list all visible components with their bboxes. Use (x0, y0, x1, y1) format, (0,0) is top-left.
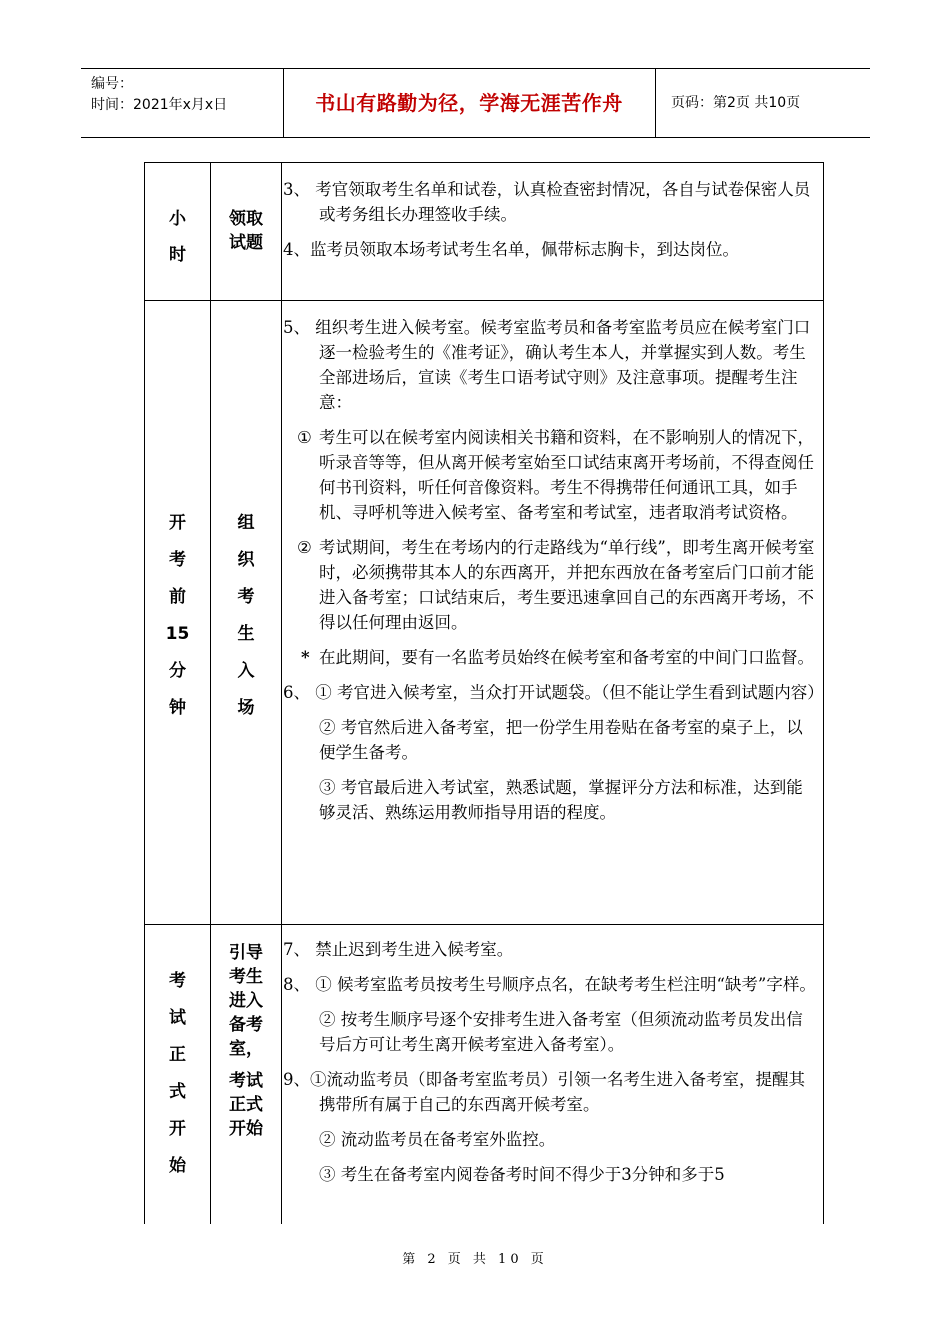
task-char: 生 (237, 624, 255, 644)
phase-cell-2 (145, 505, 210, 727)
note-circle-1 (283, 425, 819, 525)
phase-char: 开 (169, 1119, 186, 1139)
phase-char: 时 (169, 245, 186, 265)
task-cell-receive-papers: 领取试题 (229, 209, 263, 253)
phase-char: 始 (169, 1156, 186, 1176)
phase-cell-1 (145, 201, 210, 273)
header-meta (91, 74, 227, 116)
circle-marker: ② (297, 538, 312, 557)
phase-char: 钟 (169, 698, 186, 718)
row-3-content (283, 937, 819, 1197)
task-char: 织 (237, 550, 255, 570)
item-7: 7、 禁止迟到考生进入候考室。 (283, 940, 514, 959)
task-char: 组 (237, 513, 255, 533)
table-column-divider (281, 163, 282, 1224)
task-char: 入 (237, 661, 255, 681)
task-line: 备考 (229, 1015, 263, 1035)
circle-marker: ① (297, 428, 312, 447)
header-number-label: 编号： (91, 76, 133, 92)
note-text: 在此期间，要有一名监考员始终在候考室和备考室的中间门口监督。 (319, 648, 814, 667)
header-divider (655, 69, 656, 137)
asterisk-marker: * (301, 648, 310, 667)
row-1-content (283, 177, 819, 272)
phase-char: 试 (169, 1008, 186, 1028)
phase-char: 正 (169, 1045, 186, 1065)
phase-char: 15 (165, 624, 190, 644)
header-page-info: 页码：第2页 共10页 (671, 95, 801, 111)
item-6-3: ③ 考官最后进入考试室，熟悉试题，掌握评分方法和标准，达到能够灵活、熟练运用教师指导用语的程度。 (319, 778, 803, 822)
phase-char: 考 (169, 971, 186, 991)
item-8: 8、 ① 候考室监考员按考生号顺序点名，在缺考考生栏注明“缺考”字样。 (283, 975, 816, 994)
note-circle-2 (283, 535, 819, 635)
item-9-2: ② 流动监考员在备考室外监控。 (319, 1130, 556, 1149)
table-row-divider (145, 300, 823, 301)
item-4: 4、监考员领取本场考试考生名单，佩带标志胸卡，到达岗位。 (283, 240, 739, 259)
item-8-2: ② 按考生顺序号逐个安排考生进入备考室（但须流动监考员发出信号后方可让考生离开候考室进入备考室）。 (319, 1010, 803, 1054)
task-char: 场 (237, 698, 255, 718)
note-text: 考试期间，考生在考场内的行走路线为“单行线”，即考生离开候考室时，必须携带其本人的东西离开，并把东西放在备考室后门口前才能进入备考室；口试结束后，考生要迅速拿回自己的东西离开考场，不得以任何理由返回。 (319, 538, 815, 632)
item-3: 3、 考官领取考生名单和试卷，认真检查密封情况，各自与试卷保密人员或考务组长办理签收手续。 (283, 180, 811, 224)
task-line: 进入 (229, 991, 263, 1011)
note-text: 考生可以在候考室内阅读相关书籍和资料，在不影响别人的情况下，听录音等等，但从离开候考室始至口试结束离开考场前，不得查阅任何书刊资料，听任何音像资料。考生不得携带任何通讯工具，如手机、寻呼机等进入候考室、备考室和考试室，违者取消考试资格。 (319, 428, 814, 522)
header-motto: 书山有路勤为径，学海无涯苦作舟 (315, 91, 623, 115)
phase-char: 小 (169, 209, 186, 229)
phase-char: 考 (169, 550, 186, 570)
item-9-3: ③ 考生在备考室内阅卷备考时间不得少于3分钟和多于5 (319, 1165, 725, 1184)
table-row-divider (145, 924, 823, 925)
phase-char: 前 (169, 587, 186, 607)
task-line: 考试 (229, 1071, 263, 1091)
task-line: 正式 (229, 1095, 263, 1115)
note-star (283, 645, 819, 670)
task-line: 考生 (229, 967, 263, 987)
task-line: 室， (229, 1039, 263, 1059)
task-char: 考 (237, 587, 255, 607)
header-date: 时间：2021年x月x日 (91, 97, 228, 113)
row-2-content (283, 315, 824, 835)
phase-char: 开 (169, 513, 186, 533)
task-cell-guide-start (211, 941, 281, 1141)
item-6: 6、 ① 考官进入候考室，当众打开试题袋。（但不能让学生看到试题内容） (283, 683, 824, 702)
task-cell-organize-entry (211, 505, 281, 727)
phase-cell-3 (145, 963, 210, 1185)
phase-char: 式 (169, 1082, 186, 1102)
document-header (81, 68, 870, 138)
item-6-2: ② 考官然后进入备考室，把一份学生用卷贴在备考室的桌子上，以便学生备考。 (319, 718, 803, 762)
page-footer: 第 2 页 共 10 页 (402, 1252, 548, 1267)
task-line: 开始 (229, 1119, 263, 1139)
task-line: 引导 (229, 943, 263, 963)
item-9: 9、①流动监考员（即备考室监考员）引领一名考生进入备考室，提醒其携带所有属于自己的东西离开候考室。 (283, 1070, 805, 1114)
item-5: 5、 组织考生进入候考室。候考室监考员和备考室监考员应在候考室门口逐一检验考生的《准考证》，确认考生本人，并掌握实到人数。考生全部进场后，宣读《考生口语考试守则》及注意事项。提醒考生注意： (283, 318, 811, 412)
procedure-table (144, 162, 824, 1224)
phase-char: 分 (169, 661, 186, 681)
